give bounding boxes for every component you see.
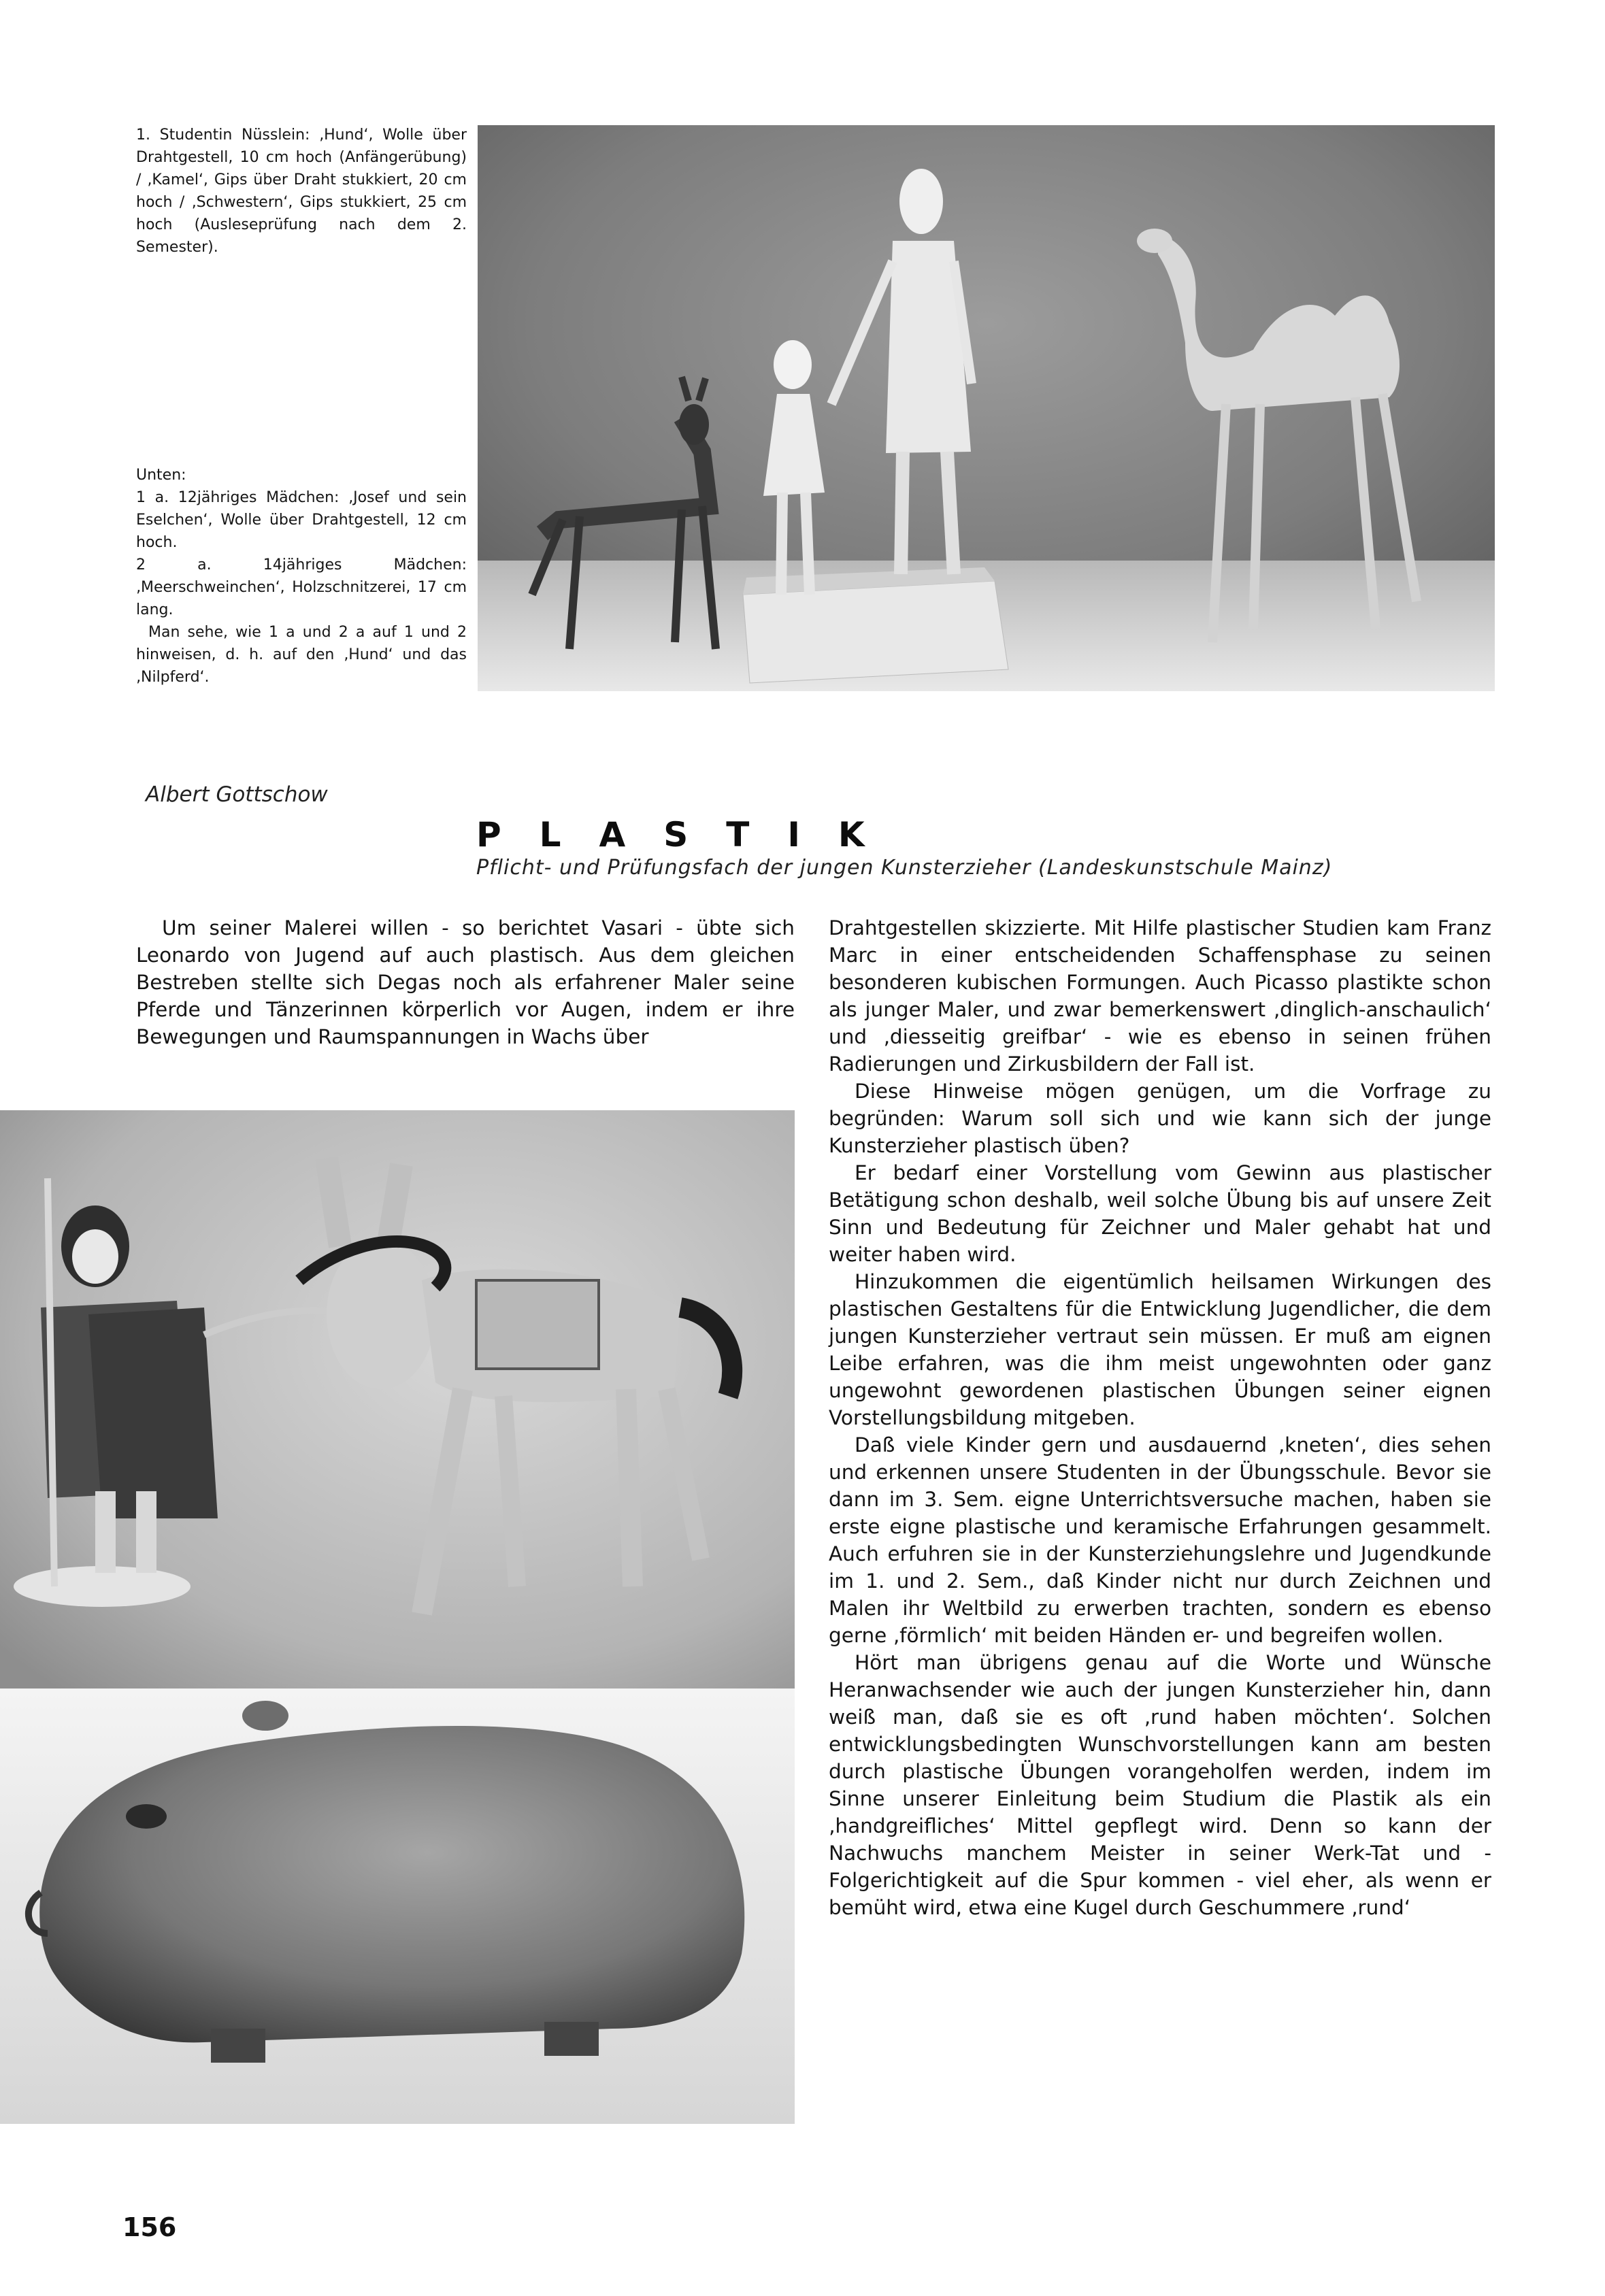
caption-2a: 2 a. 14jähriges Mädchen: ‚Meerschweinchen‘, Holzschnitzerei, 17 cm lang. bbox=[136, 556, 467, 618]
caption-figure-1a-2a bbox=[136, 464, 467, 688]
caption-1a: 1 a. 12jähriges Mädchen: ‚Josef und sein Eselchen‘, Wolle über Drahtgestell, 12 cm hoch. bbox=[136, 489, 467, 551]
caption-heading: Unten: bbox=[136, 467, 186, 484]
photo-guinea-pig-carving bbox=[0, 1688, 795, 2124]
caption-note: Man sehe, wie 1 a und 2 a auf 1 und 2 hinweisen, d. h. auf den ‚Hund‘ und das ‚Nilpferd‘. bbox=[136, 624, 467, 686]
article-author: Albert Gottschow bbox=[146, 782, 328, 807]
left-paragraph-1: Um seiner Malerei willen - so berichtet Vasari - übte sich Leonardo von Jugend auf auch plastisch. Aus dem gleichen Bestreben stellte sich Degas noch als erfahrener Maler seine Pferde und Tänzerinnen körperlich vor Augen, indem er ihre Bewegungen und Raumspannungen in Wachs über bbox=[136, 916, 795, 1048]
right-paragraph-1: Drahtgestellen skizzierte. Mit Hilfe plastischer Studien kam Franz Marc in einer entscheidenden Schaffensphase zu seinen besonderen kubischen Formungen. Auch Picasso plastikte schon als junger Maler, und zwar bemerkenswert ‚dinglich-anschaulich‘ und ‚diesseitig greifbar‘ - wie es ebenso in seinen frühen Radierungen und Zirkusbildern der Fall ist. bbox=[829, 916, 1491, 1076]
photo-sculptures-dog-figures-camel bbox=[478, 125, 1495, 691]
caption-figure-1-text: 1. Studentin Nüsslein: ‚Hund‘, Wolle über Drahtgestell, 10 cm hoch (Anfängerübung) / ‚Kamel‘, Gips über Draht stukkiert, 20 cm hoch / ‚Schwestern‘, Gips stukkiert, 25 cm hoch (Ausleseprüfung nach dem 2. Semester). bbox=[136, 127, 467, 256]
article-title: PLASTIK bbox=[476, 815, 903, 854]
right-column-text bbox=[829, 914, 1491, 1921]
page-number: 156 bbox=[122, 2212, 177, 2242]
caption-figure-1 bbox=[136, 124, 467, 259]
right-paragraph-6: Hört man übrigens genau auf die Worte und Wünsche Heranwachsender wie auch der jungen Kunsterzieher hin, dann weiß man, daß sie es oft ‚rund haben möchten‘. Solchen entwicklungsbedingten Wunschvorstellungen kann am besten durch plastische Übungen vorangeholfen werden, indem im Sinne unserer Einleitung beim Studium die Plastik als ein ‚handgreifliches‘ Mittel gepflegt wird. Denn so kann der Nachwuchs manchem Meister in seiner Werk-Tat und -Folgerichtigkeit auf die Spur kommen - viel eher, als wenn er bemüht wird, etwa eine Kugel durch Geschummere ‚rund‘ bbox=[829, 1651, 1491, 1919]
right-paragraph-4: Hinzukommen die eigentümlich heilsamen Wirkungen des plastischen Gestaltens für die Entwicklung Jugendlicher, die dem jungen Kunsterzieher vertraut sein müssen. Er muß am eignen Leibe erfahren, was die ihm meist ungewohnten oder ganz ungewohnt gewordenen plastischen Übungen seiner eignen Vorstellungsbildung mitgeben. bbox=[829, 1270, 1491, 1429]
right-paragraph-3: Er bedarf einer Vorstellung vom Gewinn aus plastischer Betätigung schon deshalb, weil solche Übung bis auf unsere Zeit Sinn und Bedeutung für Zeichner und Maler gehabt hat und weiter haben wird. bbox=[829, 1161, 1491, 1266]
right-paragraph-2: Diese Hinweise mögen genügen, um die Vorfrage zu begründen: Warum soll sich und wie kann sich der junge Kunsterzieher plastisch üben? bbox=[829, 1080, 1491, 1157]
photo-josef-and-donkey bbox=[0, 1110, 795, 1688]
article-subtitle: Pflicht- und Prüfungsfach der jungen Kunsterzieher (Landeskunstschule Mainz) bbox=[476, 856, 1333, 880]
right-paragraph-5: Daß viele Kinder gern und ausdauernd ‚kneten‘, dies sehen und erkennen unsere Studenten in der Übungsschule. Bevor sie dann im 3. Sem. eigne Unterrichtsversuche machen, haben sie erste eigne plastische und keramische Erfahrungen gesammelt. Auch erfuhren sie in der Kunsterziehungslehre und Jugendkunde im 1. und 2. Sem., daß Kinder nicht nur durch Zeichnen und Malen ihr Weltbild zu erwerben trachten, sondern es ebenso gerne ‚förmlich‘ mit beiden Händen er- und begreifen wollen. bbox=[829, 1433, 1491, 1647]
left-column-text bbox=[136, 914, 795, 1050]
